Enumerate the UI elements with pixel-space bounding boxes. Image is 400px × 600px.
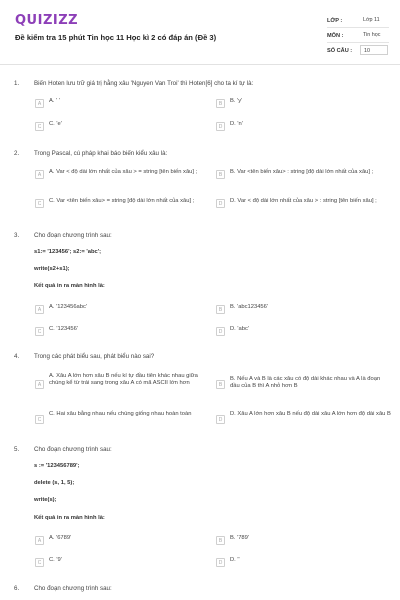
option-a[interactable]	[35, 304, 210, 314]
option-c[interactable]	[35, 121, 210, 131]
option-letter: A	[35, 305, 44, 314]
option-text: C. '9'	[49, 557, 62, 563]
question-number: 2.	[14, 150, 20, 157]
option-text: B. '789'	[230, 535, 249, 541]
option-letter: B	[216, 380, 225, 389]
meta-divider	[327, 27, 389, 28]
code-line: write(s);	[34, 497, 57, 503]
code-line: Kết quả in ra màn hình là:	[34, 515, 105, 521]
option-b[interactable]	[216, 304, 391, 314]
option-letter: D	[216, 199, 225, 208]
option-letter: B	[216, 99, 225, 108]
page-title: Đề kiểm tra 15 phút Tin học 11 Học kì 2 có đáp án (Đề 3)	[15, 33, 217, 42]
option-text: D. Var < độ dài lớn nhất của xâu > : string [tên biến xâu] ;	[230, 198, 377, 204]
question-number: 4.	[14, 353, 20, 360]
meta-subject-value: Tin học	[363, 32, 381, 38]
option-letter: A	[35, 536, 44, 545]
question-text: Cho đoạn chương trình sau:	[34, 446, 112, 453]
option-d[interactable]	[216, 198, 391, 208]
meta-class-value: Lớp 11	[363, 17, 380, 23]
option-letter: A	[35, 170, 44, 179]
option-letter: D	[216, 558, 225, 567]
option-b[interactable]	[216, 376, 391, 390]
option-letter: A	[35, 99, 44, 108]
option-letter: D	[216, 122, 225, 131]
header-divider	[0, 64, 400, 65]
question-text: Biến Hoten lưu trữ giá trị hằng xâu 'Nguyen Van Troi' thì Hoten[6] cho ta kí tự là:	[34, 80, 254, 87]
option-text: D. 'n'	[230, 121, 243, 127]
meta-divider	[327, 42, 389, 43]
option-b[interactable]	[216, 98, 391, 108]
code-line: Kết quả in ra màn hình là:	[34, 283, 105, 289]
option-c[interactable]	[35, 198, 210, 208]
option-b[interactable]	[216, 535, 391, 545]
question-number: 5.	[14, 446, 20, 453]
option-letter: B	[216, 305, 225, 314]
option-text: A. Xâu A lớn hơn xâu B nếu kí tự đầu tiên khác nhau giữa chúng kể từ trái sang trong xâu A có mã ASCII lớn hơn	[49, 373, 198, 386]
code-line: s := '123456789';	[34, 463, 80, 469]
question-text: Cho đoạn chương trình sau:	[34, 585, 112, 592]
question-text: Trong Pascal, cú pháp khai báo biến kiểu xâu là:	[34, 150, 168, 157]
option-c[interactable]	[35, 411, 210, 424]
option-d[interactable]	[216, 326, 391, 336]
option-letter: C	[35, 199, 44, 208]
option-text: A. ' '	[49, 98, 60, 104]
meta-subject-label: MÔN :	[327, 33, 344, 39]
meta-count-value: 10	[360, 45, 388, 55]
option-c[interactable]	[35, 326, 210, 336]
question-number: 1.	[14, 80, 20, 87]
option-text: D. 'abc'	[230, 326, 249, 332]
quizizz-logo: QUIZIZZ	[15, 13, 79, 28]
option-letter: C	[35, 415, 44, 424]
option-a[interactable]	[35, 535, 210, 545]
option-letter: A	[35, 380, 44, 389]
question-text: Trong các phát biểu sau, phát biểu nào sai?	[34, 353, 155, 360]
option-text: A. '6789'	[49, 535, 72, 541]
option-a[interactable]	[35, 373, 210, 389]
option-text: B. 'abc123456'	[230, 304, 268, 310]
option-letter: D	[216, 415, 225, 424]
option-letter: C	[35, 122, 44, 131]
option-d[interactable]	[216, 121, 391, 131]
question-number: 6.	[14, 585, 20, 592]
option-letter: C	[35, 558, 44, 567]
option-text: C. Hai xâu bằng nhau nếu chúng giống nhau hoàn toàn	[49, 411, 192, 417]
option-text: C. 'e'	[49, 121, 62, 127]
option-text: D. ''	[230, 557, 240, 563]
option-d[interactable]	[216, 411, 391, 424]
option-letter: B	[216, 536, 225, 545]
option-text: B. 'y'	[230, 98, 243, 104]
question-text: Cho đoạn chương trình sau:	[34, 232, 112, 239]
option-text: B. Var <tên biến xâu> : string [độ dài lớn nhất của xâu] ;	[230, 169, 374, 175]
code-line: write(s2+s1);	[34, 266, 70, 272]
option-c[interactable]	[35, 557, 210, 567]
option-a[interactable]	[35, 169, 210, 179]
worksheet-header	[0, 0, 400, 62]
option-text: C. '123456'	[49, 326, 78, 332]
option-text: C. Var <tên biến xâu> = string [độ dài lớn nhất của xâu] ;	[49, 198, 195, 204]
option-b[interactable]	[216, 169, 391, 179]
code-line: delete (s, 1, 5);	[34, 480, 75, 486]
code-line: s1:= '123456'; s2:= 'abc';	[34, 249, 102, 255]
option-text: A. Var < độ dài lớn nhất của xâu > = string [tên biến xâu] ;	[49, 169, 198, 175]
option-d[interactable]	[216, 557, 391, 567]
option-text: B. Nếu A và B là các xâu có độ dài khác nhau và A là đoạn đầu của B thì A nhỏ hơn B	[230, 376, 381, 389]
option-a[interactable]	[35, 98, 210, 108]
option-letter: C	[35, 327, 44, 336]
question-number: 3.	[14, 232, 20, 239]
option-text: D. Xâu A lớn hơn xâu B nếu độ dài xâu A lớn hơn độ dài xâu B	[230, 411, 391, 417]
meta-class-label: LỚP :	[327, 18, 343, 24]
meta-count-label: SỐ CÂU :	[327, 48, 353, 54]
option-text: A. '123456abc'	[49, 304, 87, 310]
option-letter: B	[216, 170, 225, 179]
option-letter: D	[216, 327, 225, 336]
